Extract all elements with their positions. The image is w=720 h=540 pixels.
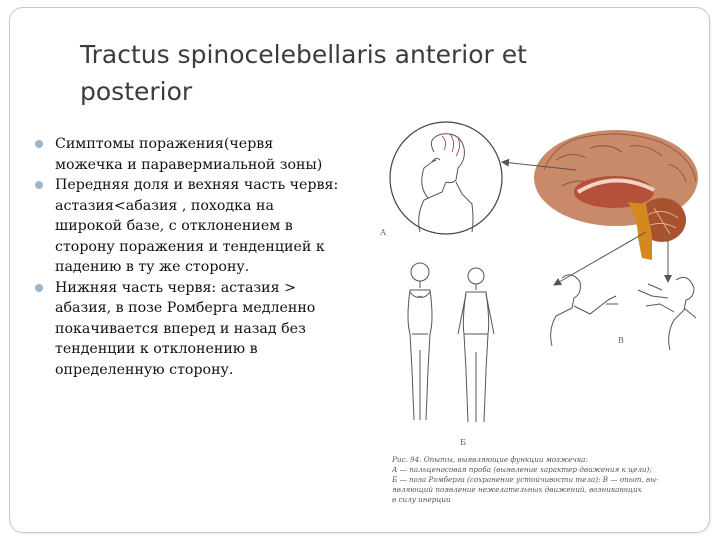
romberg-figures-drawing <box>408 263 494 422</box>
caption-line: А — пальценосовая проба (выявление характер движения к цели); <box>392 465 652 474</box>
bullet-line: широкой базе, с отклонением в <box>55 218 293 234</box>
finger-nose-test-drawing <box>390 122 502 234</box>
title-line-1: Tractus spinocelebellaris anterior et <box>80 40 527 69</box>
slide-title <box>80 36 600 110</box>
bullet-line: Передняя доля и вехняя часть червя: <box>55 177 339 193</box>
bullet-line: тенденции к отклонению в <box>55 341 258 357</box>
bullet-dot-icon <box>35 140 43 148</box>
bullet-dot-icon <box>35 181 43 189</box>
bullet-item-symptoms <box>28 134 388 175</box>
caption-line: Б — поза Ромберга (сохранение устойчивости тела); В — опыт, вы- <box>392 475 659 484</box>
figure-illustration <box>376 120 706 450</box>
title-line-2: posterior <box>80 77 193 106</box>
label-b: Б <box>460 438 466 447</box>
bullet-line: Нижняя часть червя: астазия > <box>55 279 296 296</box>
cerebellum-test-figure <box>376 120 706 530</box>
brain-drawing <box>534 130 698 260</box>
bullet-line: падению в ту же сторону. <box>55 259 250 275</box>
caption-line: в силу инерции <box>392 495 451 504</box>
caption-line: Рис. 94. Опыты, выявляющие функции мозжечка: <box>392 455 588 464</box>
bullet-line: астазия<абазия , походка на <box>55 197 274 214</box>
bullet-line: определенную сторону. <box>55 361 234 378</box>
bullet-line: Симптомы поражения(червя <box>55 136 274 152</box>
bullet-item-anterior-lobe <box>28 175 388 278</box>
label-v: В <box>618 336 624 345</box>
figure-caption <box>392 455 692 505</box>
bullet-list <box>28 134 388 380</box>
bullet-dot-icon <box>35 284 43 292</box>
bullet-line: можечка и паравермиальной зоны) <box>55 156 323 173</box>
slide <box>9 7 710 533</box>
bullet-line: покачивается вперед и назад без <box>55 320 306 337</box>
bullet-line: абазия, в позе Ромберга медленно <box>55 300 316 316</box>
label-a: А <box>380 228 387 237</box>
bullet-line: сторону поражения и тенденцией к <box>55 238 325 255</box>
bullet-item-lower-vermis <box>28 278 388 381</box>
caption-line: являющий появление нежелательных движений, возникающих <box>392 485 642 494</box>
